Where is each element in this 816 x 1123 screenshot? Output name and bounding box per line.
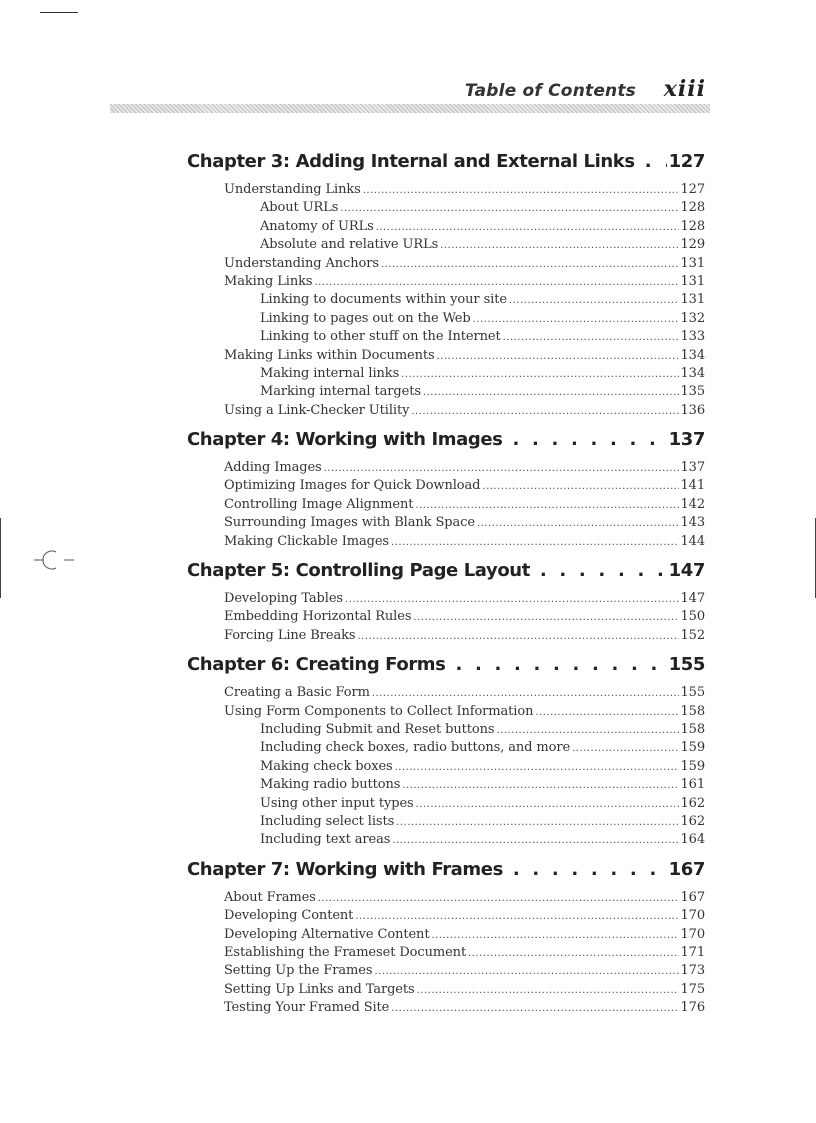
entry-title[interactable]: Forcing Line Breaks (224, 627, 356, 643)
chapter-page-number: 155 (668, 654, 705, 676)
entry-title[interactable]: Creating a Basic Form (224, 685, 370, 701)
chapter-title[interactable]: Chapter 5: Controlling Page Layout (187, 560, 530, 582)
entry-page-number: 142 (680, 496, 705, 512)
entry-page-number: 133 (680, 329, 705, 345)
toc-subentry[interactable] (187, 219, 705, 237)
dot-leader (509, 295, 680, 306)
toc-subentry[interactable] (187, 366, 705, 384)
toc-subentry[interactable] (187, 329, 705, 347)
entry-title[interactable]: Understanding Links (224, 182, 361, 197)
entry-title[interactable]: Linking to documents within your site (260, 292, 507, 308)
entry-title[interactable]: Absolute and relative URLs (260, 237, 439, 253)
dot-leader (340, 203, 679, 214)
entry-page-number: 158 (680, 721, 705, 737)
chapter-section (187, 560, 705, 646)
entry-title[interactable]: Marking internal targets (260, 384, 421, 400)
chapter-heading[interactable] (187, 151, 705, 179)
entry-page-number: 141 (680, 478, 705, 494)
dot-leader (535, 707, 679, 718)
dot-leader (415, 500, 679, 511)
dot-leader (381, 259, 680, 270)
entry-title[interactable]: Making Links within Documents (224, 347, 435, 363)
running-header (110, 78, 710, 104)
toc-entry[interactable] (187, 1000, 705, 1018)
dot-leader (417, 985, 680, 996)
entry-page-number: 143 (680, 515, 705, 531)
toc-subentry[interactable] (187, 759, 705, 777)
entry-title[interactable]: Controlling Image Alignment (224, 496, 414, 512)
entry-title[interactable]: Linking to pages out on the Web (260, 310, 471, 326)
entry-title[interactable]: Developing Tables (224, 591, 344, 607)
toc-entry[interactable] (187, 963, 705, 981)
dot-leader (392, 835, 679, 846)
entry-title[interactable]: Using a Link-Checker Utility (224, 402, 410, 418)
dot-leader (455, 654, 666, 675)
header-title: Table of Contents (464, 81, 636, 101)
toc-subentry[interactable] (187, 722, 705, 740)
entry-page-number: 131 (680, 255, 705, 271)
chapter-page-number: 137 (668, 429, 705, 451)
entry-page-number: 144 (680, 533, 705, 549)
entry-title[interactable]: Making Links (224, 273, 313, 289)
entry-title[interactable]: Testing Your Framed Site (224, 1000, 390, 1016)
entry-page-number: 170 (680, 908, 705, 924)
toc-entry[interactable] (187, 403, 705, 421)
entry-title[interactable]: Understanding Anchors (224, 255, 379, 271)
entry-page-number: 131 (680, 292, 705, 308)
toc-subentry[interactable] (187, 796, 705, 814)
entry-page-number: 131 (680, 273, 705, 289)
entry-list (187, 685, 705, 851)
entry-title[interactable]: Including check boxes, radio buttons, and more (260, 740, 571, 756)
toc-entry[interactable] (187, 497, 705, 515)
entry-title[interactable]: Developing Alternative Content (224, 926, 430, 942)
toc-subentry[interactable] (187, 777, 705, 795)
header-rule (110, 104, 710, 113)
entry-page-number: 167 (680, 889, 705, 905)
entry-title[interactable]: Making radio buttons (260, 777, 401, 793)
entry-page-number: 128 (680, 200, 705, 216)
chapter-section (187, 151, 705, 421)
table-of-contents (187, 151, 705, 1018)
entry-title[interactable]: Linking to other stuff on the Internet (260, 329, 501, 345)
entry-list (187, 460, 705, 552)
dot-leader (413, 612, 679, 623)
entry-page-number: 170 (680, 926, 705, 942)
dot-leader (324, 463, 680, 474)
entry-title[interactable]: About URLs (260, 200, 339, 216)
entry-list (187, 591, 705, 646)
dot-leader (391, 1003, 679, 1014)
chapter-heading[interactable] (187, 560, 705, 588)
dot-leader (468, 948, 679, 959)
toc-subentry[interactable] (187, 237, 705, 255)
chapter-title[interactable]: Chapter 7: Working with Frames (187, 858, 503, 880)
entry-title[interactable]: Making internal links (260, 365, 400, 381)
entry-list (187, 890, 705, 1019)
dot-leader (318, 893, 680, 904)
chapter-heading[interactable] (187, 859, 705, 887)
entry-title[interactable]: Adding Images (224, 460, 322, 476)
dot-leader (355, 911, 679, 922)
toc-entry[interactable] (187, 628, 705, 646)
dot-leader (477, 518, 680, 529)
entry-page-number: 162 (680, 795, 705, 811)
entry-page-number: 176 (680, 1000, 705, 1016)
entry-page-number: 161 (680, 777, 705, 793)
toc-subentry[interactable] (187, 292, 705, 310)
dot-leader (540, 560, 667, 581)
entry-page-number: 132 (680, 310, 705, 326)
entry-page-number: 171 (680, 944, 705, 960)
toc-entry[interactable] (187, 685, 705, 703)
dot-leader (314, 277, 679, 288)
entry-title[interactable]: Using other input types (260, 795, 414, 811)
entry-page-number: 147 (680, 591, 705, 607)
dot-leader (391, 537, 679, 548)
toc-entry[interactable] (187, 460, 705, 478)
toc-entry[interactable] (187, 890, 705, 908)
entry-page-number: 175 (680, 981, 705, 997)
toc-entry[interactable] (187, 256, 705, 274)
crop-mark-left (0, 518, 1, 598)
entry-page-number: 134 (680, 347, 705, 363)
toc-subentry[interactable] (187, 814, 705, 832)
entry-page-number: 150 (680, 609, 705, 625)
dot-leader (395, 762, 680, 773)
entry-title[interactable]: About Frames (224, 889, 316, 905)
chapter-title[interactable]: Chapter 3: Adding Internal and External Links (187, 151, 635, 172)
dot-leader (437, 351, 680, 362)
dot-leader (482, 481, 679, 492)
chapter-title[interactable]: Chapter 6: Creating Forms (187, 654, 446, 676)
toc-entry[interactable] (187, 534, 705, 552)
registration-mark-icon (20, 548, 80, 572)
crop-mark-top (40, 12, 78, 13)
chapter-section (187, 859, 705, 1019)
toc-entry[interactable] (187, 274, 705, 292)
entry-page-number: 173 (680, 963, 705, 979)
dot-leader (401, 369, 679, 380)
entry-title[interactable]: Optimizing Images for Quick Download (224, 478, 481, 494)
entry-title[interactable]: Using Form Components to Collect Information (224, 703, 534, 719)
dot-leader (473, 314, 680, 325)
dot-leader (645, 151, 667, 172)
chapter-page-number: 167 (668, 858, 705, 880)
entry-title[interactable]: Surrounding Images with Blank Space (224, 515, 475, 531)
entry-page-number: 127 (680, 182, 705, 197)
entry-title[interactable]: Making Clickable Images (224, 533, 389, 549)
toc-entry[interactable] (187, 945, 705, 963)
entry-title[interactable]: Making check boxes (260, 758, 393, 774)
chapter-page-number: 127 (668, 151, 705, 172)
chapter-heading[interactable] (187, 654, 705, 682)
chapter-section (187, 429, 705, 552)
entry-title[interactable]: Anatomy of URLs (260, 218, 374, 234)
toc-entry[interactable] (187, 982, 705, 1000)
entry-title[interactable]: Embedding Horizontal Rules (224, 609, 412, 625)
dot-leader (363, 185, 680, 196)
entry-title[interactable]: Setting Up Links and Targets (224, 981, 415, 997)
dot-leader (440, 240, 679, 251)
dot-leader (374, 966, 679, 977)
toc-entry[interactable] (187, 515, 705, 533)
entry-page-number: 135 (680, 384, 705, 400)
entry-page-number: 152 (680, 627, 705, 643)
chapter-page-number: 147 (668, 560, 705, 582)
toc-entry[interactable] (187, 908, 705, 926)
chapter-section (187, 654, 705, 851)
dot-leader (376, 222, 680, 233)
dot-leader (396, 817, 679, 828)
entry-page-number: 134 (680, 365, 705, 381)
dot-leader (503, 332, 680, 343)
dot-leader (345, 594, 679, 605)
entry-page-number: 164 (680, 832, 705, 848)
chapter-title[interactable]: Chapter 4: Working with Images (187, 429, 503, 451)
entry-page-number: 128 (680, 218, 705, 234)
dot-leader (372, 688, 680, 699)
dot-leader (423, 387, 680, 398)
entry-page-number: 162 (680, 813, 705, 829)
toc-entry[interactable] (187, 927, 705, 945)
entry-title[interactable]: Including select lists (260, 813, 395, 829)
toc-entry[interactable] (187, 182, 705, 200)
dot-leader (402, 780, 679, 791)
toc-entry[interactable] (187, 478, 705, 496)
dot-leader (416, 799, 680, 810)
dot-leader (513, 859, 667, 880)
entry-page-number: 129 (680, 237, 705, 253)
entry-page-number: 158 (680, 703, 705, 719)
toc-subentry[interactable] (187, 832, 705, 850)
toc-entry[interactable] (187, 704, 705, 722)
dot-leader (496, 725, 679, 736)
entry-page-number: 155 (680, 685, 705, 701)
dot-leader (431, 930, 679, 941)
entry-title[interactable]: Developing Content (224, 908, 354, 924)
dot-leader (357, 631, 679, 642)
dot-leader (411, 406, 679, 417)
entry-title[interactable]: Including text areas (260, 832, 391, 848)
dot-leader (512, 429, 666, 450)
entry-list (187, 182, 705, 421)
toc-entry[interactable] (187, 348, 705, 366)
toc-subentry[interactable] (187, 311, 705, 329)
toc-entry[interactable] (187, 591, 705, 609)
entry-page-number: 136 (680, 402, 705, 418)
entry-page-number: 137 (680, 460, 705, 476)
dot-leader (572, 743, 679, 754)
entry-title[interactable]: Establishing the Frameset Document (224, 944, 467, 960)
toc-subentry[interactable] (187, 200, 705, 218)
toc-subentry[interactable] (187, 384, 705, 402)
chapter-heading[interactable] (187, 429, 705, 457)
entry-page-number: 159 (680, 740, 705, 756)
toc-entry[interactable] (187, 609, 705, 627)
entry-title[interactable]: Including Submit and Reset buttons (260, 721, 495, 737)
entry-title[interactable]: Setting Up the Frames (224, 963, 373, 979)
header-page-number: xiii (663, 76, 706, 102)
entry-page-number: 159 (680, 758, 705, 774)
toc-subentry[interactable] (187, 740, 705, 758)
